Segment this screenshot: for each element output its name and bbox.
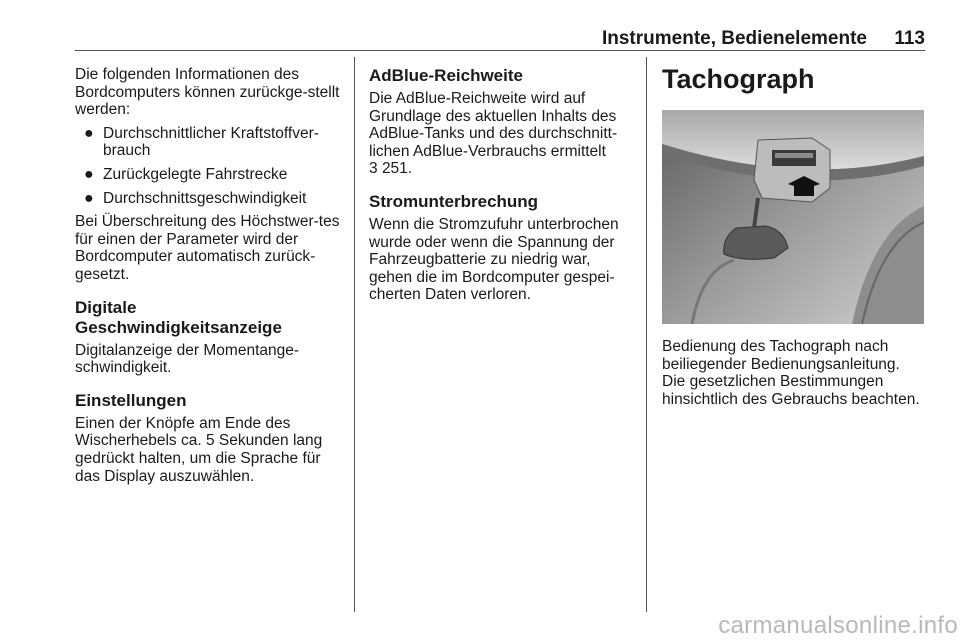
heading-adblue: AdBlue-Reichweite	[369, 66, 523, 85]
column-divider-1	[354, 57, 355, 612]
section-title: Tachograph	[662, 64, 815, 94]
adblue-text: Die AdBlue-Reichweite wird auf Grundlage des aktuellen Inhalts des AdBlue-Tanks und des durchschnitt-lichen AdBlue-Verbrauchs ermittelt 3 251.	[369, 90, 618, 178]
header-rule	[75, 50, 925, 51]
list-item: ● Durchschnittlicher Kraftstoffver-brauch	[84, 124, 319, 160]
column-divider-2	[646, 57, 647, 612]
intro-text: Die folgenden Informationen des Bordcomputers können zurückge-stellt werden:	[75, 66, 340, 119]
bullet-icon: ●	[84, 189, 94, 207]
heading-settings: Einstellungen	[75, 390, 187, 410]
bullet-icon: ●	[84, 124, 94, 142]
power-text: Wenn die Stromzufuhr unterbrochen wurde oder wenn die Spannung der Fahrzeugbatterie zu niedrig war, gehen die im Bordcomputer gespei-cherten Daten verloren.	[369, 215, 619, 304]
reset-list	[75, 125, 340, 207]
page-reference-icon: 3	[369, 160, 378, 178]
tachograph-caption: Bedienung des Tachograph nach beiliegender Bedienungsanleitung. Die gesetzlichen Bestimmungen hinsichtlich des Gebrauchs beachten.	[662, 338, 920, 408]
bullet-icon: ●	[84, 165, 94, 183]
page-header	[75, 28, 925, 50]
list-item: ● Durchschnittsgeschwindigkeit	[84, 189, 307, 207]
page-number: 113	[894, 28, 925, 49]
column-1	[75, 66, 340, 491]
settings-text: Einen der Knöpfe am Ende des Wischerhebels ca. 5 Sekunden lang gedrückt halten, um die Sprache für das Display auszuwählen.	[75, 414, 323, 485]
reset-paragraph: Bei Überschreitung des Höchstwer-tes für einen der Parameter wird der Bordcomputer automatisch zurück-gesetzt.	[75, 213, 340, 283]
list-item: ● Zurückgelegte Fahrstrecke	[84, 165, 288, 183]
column-3	[662, 64, 927, 414]
page-title: Instrumente, Bedienelemente	[601, 28, 867, 49]
heading-power: Stromunterbrechung	[369, 191, 539, 211]
page-reference: 251.	[381, 160, 413, 178]
tachograph-photo	[662, 110, 924, 324]
heading-digital: Digitale Geschwindigkeitsanzeige	[75, 297, 282, 337]
watermark: carmanualsonline.info	[718, 612, 958, 639]
column-2	[369, 66, 633, 310]
digital-text: Digitalanzeige der Momentange-schwindigkeit.	[75, 341, 300, 377]
